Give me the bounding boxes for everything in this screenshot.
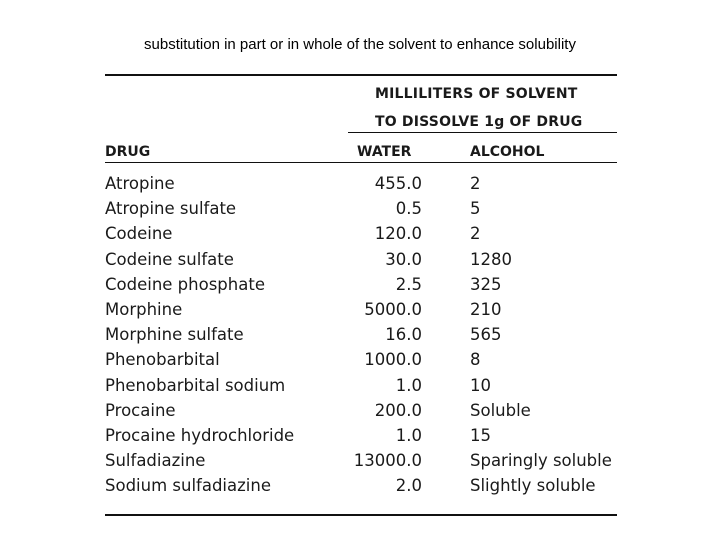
water-cell: 13000.0 xyxy=(353,451,422,471)
water-cell: 16.0 xyxy=(385,325,422,345)
table-row xyxy=(105,376,617,401)
drug-cell: Sodium sulfadiazine xyxy=(105,476,271,496)
table-row xyxy=(105,476,617,501)
drug-cell: Sulfadiazine xyxy=(105,451,206,471)
drug-cell: Atropine xyxy=(105,174,175,193)
drug-cell: Morphine sulfate xyxy=(105,325,244,345)
group-header-line-2: TO DISSOLVE 1g OF DRUG xyxy=(375,114,583,130)
drug-cell: Codeine phosphate xyxy=(105,274,265,294)
table-row xyxy=(105,174,617,199)
water-cell: 2.5 xyxy=(395,274,422,294)
table-row xyxy=(105,199,617,224)
table-row xyxy=(105,451,617,476)
table-row xyxy=(105,325,617,350)
alcohol-cell: 2 xyxy=(470,174,481,193)
alcohol-cell: 8 xyxy=(470,350,481,370)
water-cell: 1.0 xyxy=(395,375,422,395)
drug-cell: Procaine xyxy=(105,400,176,420)
alcohol-cell: 5 xyxy=(470,199,481,219)
table-row xyxy=(105,426,617,451)
alcohol-cell: 325 xyxy=(470,274,502,294)
table-row xyxy=(105,401,617,426)
drug-cell: Atropine sulfate xyxy=(105,199,237,219)
table-top-rule xyxy=(105,74,617,76)
alcohol-cell: 10 xyxy=(470,375,491,395)
drug-cell: Morphine xyxy=(105,299,183,319)
water-cell: 2.0 xyxy=(395,476,422,496)
table-row xyxy=(105,275,617,300)
drug-cell: Phenobarbital sodium xyxy=(105,375,286,395)
water-cell: 5000.0 xyxy=(364,299,422,319)
water-cell: 200.0 xyxy=(374,400,422,420)
table-row xyxy=(105,350,617,375)
table-row xyxy=(105,250,617,275)
drug-cell: Codeine sulfate xyxy=(105,249,234,269)
water-cell: 1000.0 xyxy=(364,350,422,370)
alcohol-cell: Sparingly soluble xyxy=(470,451,612,471)
drug-cell: Procaine hydrochloride xyxy=(105,425,295,445)
alcohol-cell: 15 xyxy=(470,425,491,445)
water-cell: 455.0 xyxy=(374,174,422,193)
water-cell: 30.0 xyxy=(385,249,422,269)
drug-cell: Codeine xyxy=(105,224,173,244)
group-header-rule xyxy=(348,132,617,133)
table-body xyxy=(105,174,617,501)
alcohol-cell: 210 xyxy=(470,299,502,319)
table-row xyxy=(105,300,617,325)
water-cell: 0.5 xyxy=(395,199,422,219)
table-bottom-rule xyxy=(105,514,617,516)
alcohol-cell: 1280 xyxy=(470,249,512,269)
alcohol-cell: Slightly soluble xyxy=(470,476,596,496)
page-heading: substitution in part or in whole of the solvent to enhance solubility xyxy=(144,36,576,53)
water-cell: 1.0 xyxy=(395,425,422,445)
water-cell: 120.0 xyxy=(374,224,422,244)
alcohol-cell: 2 xyxy=(470,224,481,244)
table-row xyxy=(105,224,617,249)
alcohol-cell: 565 xyxy=(470,325,502,345)
drug-cell: Phenobarbital xyxy=(105,350,220,370)
header-rule xyxy=(105,162,617,163)
column-header-alcohol: ALCOHOL xyxy=(470,144,545,160)
group-header-line-1: MILLILITERS OF SOLVENT xyxy=(375,86,578,102)
alcohol-cell: Soluble xyxy=(470,400,531,420)
column-header-drug: DRUG xyxy=(105,144,151,160)
column-header-water: WATER xyxy=(357,144,412,160)
